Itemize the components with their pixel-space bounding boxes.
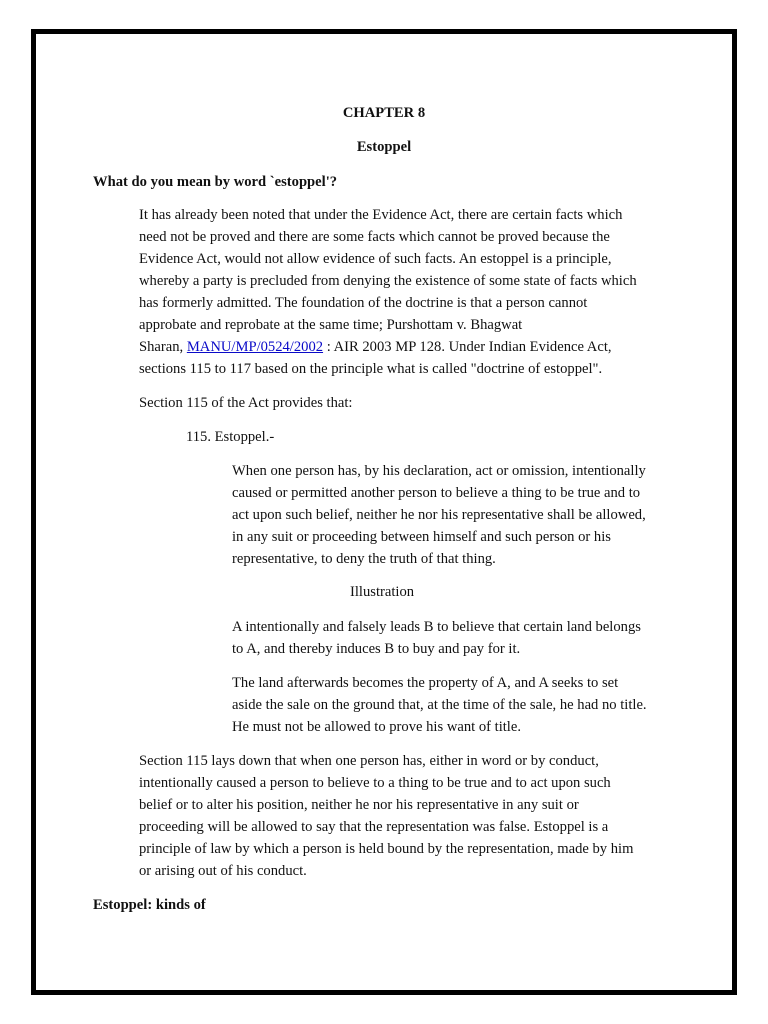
paragraph-line: He must not be allowed to prove his want of title. [232, 719, 521, 735]
paragraph-line: intentionally caused a person to believe to a thing to be true and to act upon such [139, 775, 611, 791]
illustration-2 [232, 672, 647, 738]
citation-link[interactable]: MANU/MP/0524/2002 [186, 339, 324, 355]
paragraph-line: or arising out of his conduct. [139, 863, 307, 879]
paragraph-line: act upon such belief, neither he nor his representative shall be allowed, [232, 507, 646, 523]
citation-line [139, 336, 637, 358]
paragraph-line: caused or permitted another person to believe a thing to be true and to [232, 485, 641, 501]
paragraph-line: principle of law by which a person is held bound by the representation, made by him [139, 841, 634, 857]
paragraph-line: When one person has, by his declaration, act or omission, intentionally [232, 463, 646, 479]
paragraph-line: Section 115 lays down that when one person has, either in word or by conduct, [139, 753, 599, 769]
paragraph-line: need not be proved and there are some facts which cannot be proved because the [139, 229, 610, 245]
paragraph-line: proceeding will be allowed to say that the representation was false. Estoppel is a [139, 819, 609, 835]
chapter-title: Estoppel [356, 139, 412, 155]
illustration-label: Illustration [350, 584, 415, 600]
chapter-heading: CHAPTER 8 [342, 105, 426, 121]
section-title: 115. Estoppel.- [186, 429, 275, 445]
paragraph-line: whereby a party is precluded from denying the existence of some state of facts which [139, 273, 637, 289]
citation-prefix: Sharan, [139, 339, 187, 355]
paragraph-line: A intentionally and falsely leads B to believe that certain land belongs [232, 619, 641, 635]
paragraph-line: approbate and reprobate at the same time; Purshottam v. Bhagwat [139, 317, 523, 333]
paragraph-line: to A, and thereby induces B to buy and pay for it. [232, 641, 521, 657]
paragraph-line: belief or to alter his position, neither he nor his representative in any suit or [139, 797, 579, 813]
section-text [232, 460, 646, 570]
section-intro: Section 115 of the Act provides that: [139, 395, 353, 411]
paragraph-line: has formerly admitted. The foundation of the doctrine is that a person cannot [139, 295, 588, 311]
citation-suffix: : AIR 2003 MP 128. Under Indian Evidence Act, [323, 339, 612, 355]
paragraph-line: aside the sale on the ground that, at the time of the sale, he had no title. [232, 697, 647, 713]
illustration-1 [232, 616, 641, 660]
paragraph-line: The land afterwards becomes the property of A, and A seeks to set [232, 675, 619, 691]
paragraph-line: It has already been noted that under the Evidence Act, there are certain facts which [139, 207, 623, 223]
paragraph-line: Evidence Act, would not allow evidence of such facts. An estoppel is a principle, [139, 251, 612, 267]
paragraph-line: in any suit or proceeding between himself and such person or his [232, 529, 611, 545]
paragraph-line: sections 115 to 117 based on the principle what is called "doctrine of estoppel". [139, 361, 603, 377]
paragraph-line: representative, to deny the truth of that thing. [232, 551, 496, 567]
intro-paragraph [139, 204, 637, 380]
question-heading: What do you mean by word `estoppel'? [93, 174, 338, 190]
kinds-heading: Estoppel: kinds of [93, 897, 206, 913]
explanation-paragraph [139, 750, 633, 882]
